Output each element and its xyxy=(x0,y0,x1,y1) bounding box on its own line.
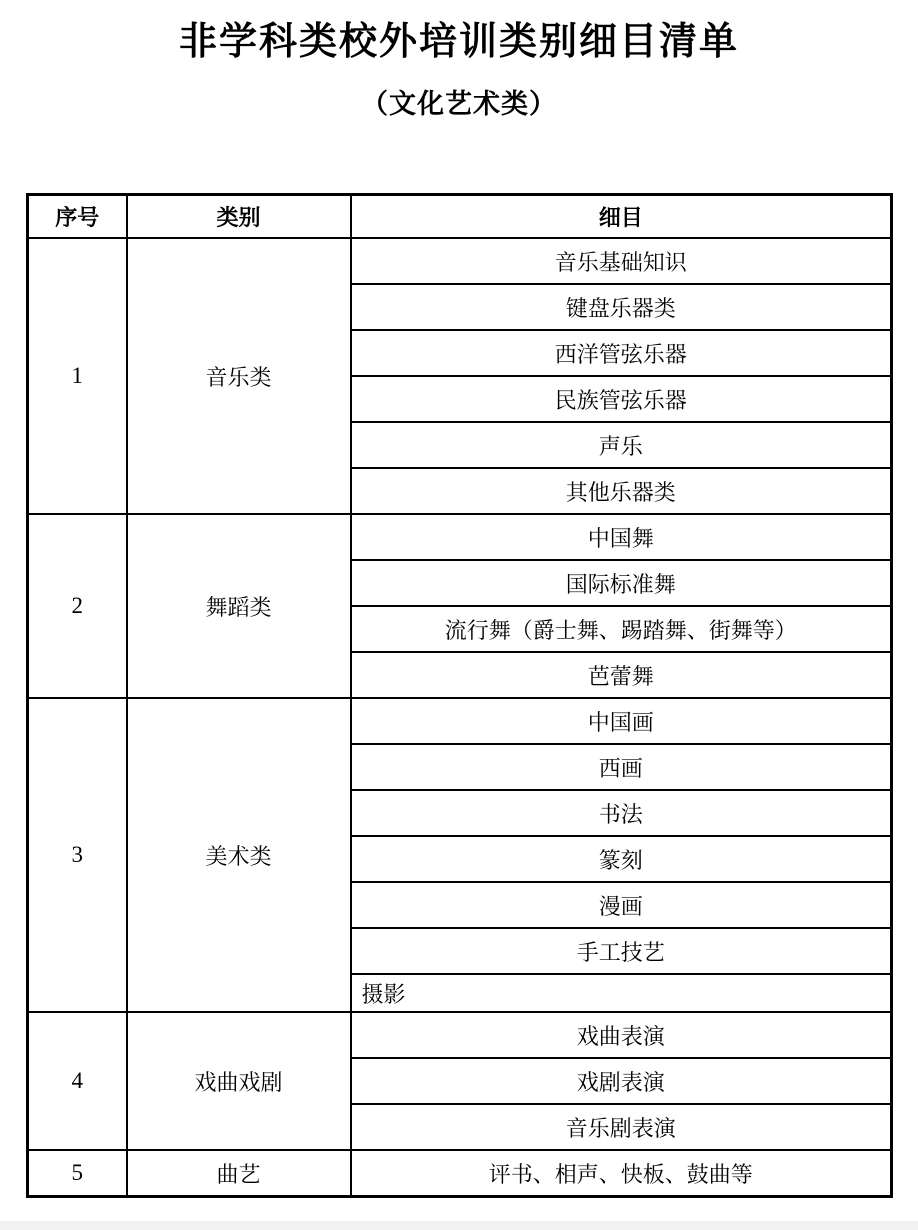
no-cell: 4 xyxy=(28,1012,127,1150)
detail-cell: 键盘乐器类 xyxy=(351,284,892,330)
table-row xyxy=(28,195,892,239)
category-cell: 音乐类 xyxy=(127,238,351,514)
detail-cell: 中国舞 xyxy=(351,514,892,560)
no-cell: 1 xyxy=(28,238,127,514)
detail-cell: 芭蕾舞 xyxy=(351,652,892,698)
detail-cell: 手工技艺 xyxy=(351,928,892,974)
page-title: 非学科类校外培训类别细目清单 xyxy=(178,21,739,63)
category-cell: 曲艺 xyxy=(127,1150,351,1197)
table-row xyxy=(28,514,892,560)
detail-cell: 声乐 xyxy=(351,422,892,468)
category-cell: 舞蹈类 xyxy=(127,514,351,698)
detail-cell: 漫画 xyxy=(351,882,892,928)
category-table xyxy=(26,193,893,1198)
detail-cell: 评书、相声、快板、鼓曲等 xyxy=(351,1150,892,1197)
no-cell: 3 xyxy=(28,698,127,1012)
detail-cell: 西画 xyxy=(351,744,892,790)
detail-cell: 音乐剧表演 xyxy=(351,1104,892,1150)
page-bottom-edge xyxy=(0,1221,918,1230)
detail-cell: 书法 xyxy=(351,790,892,836)
category-cell: 美术类 xyxy=(127,698,351,1012)
page-subtitle: （文化艺术类） xyxy=(361,89,557,119)
detail-cell: 摄影 xyxy=(351,974,892,1012)
no-cell: 5 xyxy=(28,1150,127,1197)
detail-cell: 篆刻 xyxy=(351,836,892,882)
header-no: 序号 xyxy=(28,195,127,239)
detail-cell: 中国画 xyxy=(351,698,892,744)
detail-cell: 国际标准舞 xyxy=(351,560,892,606)
table-row xyxy=(28,1150,892,1197)
header-category: 类别 xyxy=(127,195,351,239)
detail-cell: 西洋管弦乐器 xyxy=(351,330,892,376)
table-row xyxy=(28,698,892,744)
header-detail: 细目 xyxy=(351,195,892,239)
detail-cell: 戏剧表演 xyxy=(351,1058,892,1104)
table-header-row xyxy=(28,195,892,239)
table-body xyxy=(28,238,892,1197)
detail-cell: 音乐基础知识 xyxy=(351,238,892,284)
detail-cell: 民族管弦乐器 xyxy=(351,376,892,422)
table-row xyxy=(28,238,892,284)
no-cell: 2 xyxy=(28,514,127,698)
detail-cell: 其他乐器类 xyxy=(351,468,892,514)
category-cell: 戏曲戏剧 xyxy=(127,1012,351,1150)
detail-cell: 戏曲表演 xyxy=(351,1012,892,1058)
table-row xyxy=(28,1012,892,1058)
detail-cell: 流行舞（爵士舞、踢踏舞、街舞等） xyxy=(351,606,892,652)
